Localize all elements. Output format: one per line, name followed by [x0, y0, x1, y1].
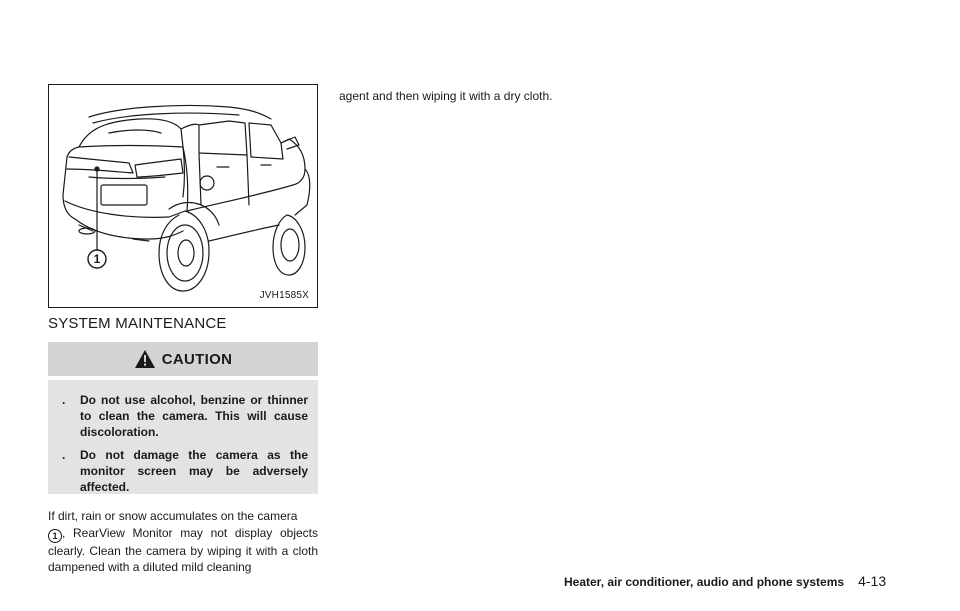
caution-item: [62, 447, 308, 495]
caution-label: CAUTION: [161, 350, 233, 368]
caution-list: [62, 392, 308, 495]
camera-callout-number: 1: [93, 252, 101, 266]
caution-item-text: Do not damage the camera as the monitor screen may be adversely affected.: [80, 448, 308, 494]
paragraph-text-start: If dirt, rain or snow accumulates on the camera: [48, 509, 298, 523]
section-title: SYSTEM MAINTENANCE: [48, 315, 227, 332]
footer-section-name: Heater, air conditioner, audio and phone systems: [564, 575, 845, 589]
caution-item-text: Do not use alcohol, benzine or thinner to clean the camera. This will cause discoloration.: [80, 393, 308, 439]
figure-code: JVH1585X: [259, 290, 309, 301]
maintenance-paragraph: [48, 508, 318, 576]
page-number: 4-13: [858, 573, 887, 589]
camera-location-figure: [48, 84, 318, 308]
paragraph-text-end: , RearView Monitor may not display objects clearly. Clean the camera by wiping it with a cloth dampened with a diluted mild cleaning: [48, 525, 318, 574]
caution-bullet: .: [62, 448, 66, 462]
caution-bullet: .: [62, 393, 66, 407]
rear-vehicle-illustration: [49, 85, 316, 306]
camera-reference-marker: 1: [48, 529, 62, 543]
maintenance-paragraph-continued: agent and then wiping it with a dry cloth.: [339, 89, 553, 103]
caution-body: [48, 380, 318, 494]
caution-header: [48, 342, 318, 376]
page-footer: [564, 573, 886, 589]
caution-item: [62, 392, 308, 440]
warning-triangle-icon: [134, 349, 156, 369]
